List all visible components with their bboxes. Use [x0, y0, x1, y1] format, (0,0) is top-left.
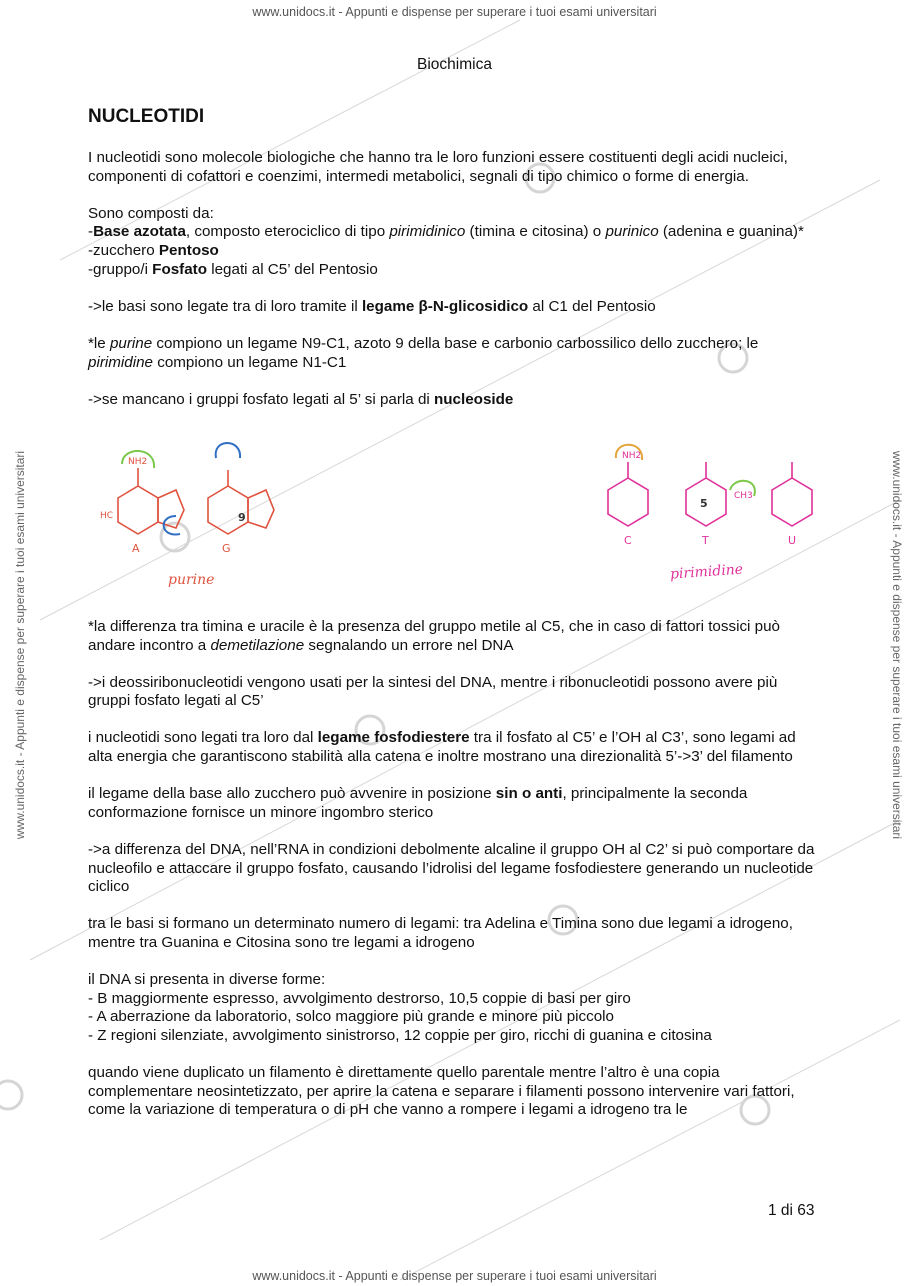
- cytosine-label: C: [624, 533, 632, 547]
- dna-form-a: - A aberrazione da laboratorio, solco maggiore più grande e minore più piccolo: [88, 1008, 614, 1026]
- purine-note-b: compiono un legame N9-C1, azoto 9 della base e carbonio carbossilico dello zucchero; le: [152, 334, 759, 352]
- thymine-pre: *la differenza tra timina e uracile è la presenza del gruppo metile al C5, che in caso di fattori tossici può andare incontro a: [88, 617, 780, 654]
- glycosidic-post: al C1 del Pentosio: [528, 297, 656, 315]
- phosphodiester-pre: i nucleotidi sono legati tra loro dal: [88, 729, 318, 747]
- deoxy-paragraph: ->i deossiribonucleotidi vengono usati per la sintesi del DNA, mentre i ribonucleotidi possono avere più gruppi fosfato legati al C5’: [88, 673, 778, 710]
- base-term-pyrimidine: pirimidinico: [389, 223, 466, 241]
- base-text-3: (adenina e guanina)*: [658, 223, 804, 241]
- cytosine-amine: NH2: [622, 450, 642, 461]
- composition-lead: Sono composti da:: [88, 204, 214, 222]
- watermark-bottom: www.unidocs.it - Appunti e dispense per superare i tuoi esami universitari: [252, 1269, 657, 1283]
- sugar-prefix: -zucchero: [88, 241, 159, 259]
- adenine-label: A: [132, 541, 140, 555]
- purine-structures: [118, 468, 274, 534]
- syn-anti-term: sin o anti: [495, 785, 563, 803]
- glycosidic-pre: ->le basi sono legate tra di loro tramite il: [88, 297, 362, 315]
- phosphodiester-post: tra il fosfato al C5’ e l’OH al C3’, sono legami ad alta energia che garantiscono stabilità alla catena e inoltre mostrano una direzionalità 5’->3’ del filamento: [88, 729, 796, 766]
- watermark-top: www.unidocs.it - Appunti e dispense per superare i tuoi esami universitari: [252, 5, 657, 19]
- page-number: 1 di 63: [768, 1202, 815, 1219]
- purine-caption: purine: [168, 571, 215, 588]
- nucleoside-term: nucleoside: [434, 390, 514, 408]
- watermark-left: www.unidocs.it - Appunti e dispense per superare i tuoi esami universitari: [13, 450, 27, 840]
- sugar-term: Pentoso: [158, 241, 219, 259]
- svg-text:9: 9: [238, 510, 246, 524]
- purine-note-paragraph: [88, 335, 823, 372]
- carbon-5-marker: 5: [700, 496, 708, 510]
- syn-anti-pre: il legame della base allo zucchero può avvenire in posizione: [88, 785, 496, 803]
- syn-anti-paragraph: [88, 785, 823, 822]
- dna-form-b: - B maggiormente espresso, avvolgimento destrorso, 10,5 coppie di basi per giro: [88, 989, 631, 1007]
- base-prefix: -: [88, 223, 94, 241]
- uracil-label: U: [788, 533, 797, 547]
- thymine-methyl: CH3: [734, 490, 753, 501]
- phosphate-prefix: -gruppo/i: [88, 260, 153, 278]
- purine-note-c: compiono un legame N1-C1: [153, 353, 347, 371]
- course-header: Biochimica: [417, 56, 492, 73]
- oxygen-highlight: [216, 443, 240, 458]
- hbonds-paragraph: tra le basi si formano un determinato numero di legami: tra Adelina e Timina sono due legami a idrogeno, mentre tra Guanina e Citosina sono tre legami a idrogeno: [88, 915, 793, 951]
- intro-paragraph: I nucleotidi sono molecole biologiche che hanno tra le loro funzioni essere costituenti degli acidi nucleici, componenti di cofattori e coenzimi, intermedi metabolici, segnali di tipo chimico o forme di energia.: [88, 149, 788, 185]
- base-text-1: , composto eterociclico di tipo: [185, 223, 390, 241]
- composition-paragraph: [88, 205, 823, 279]
- base-term-purine: purinico: [605, 223, 659, 241]
- pyrimidine-structures: [608, 462, 812, 526]
- svg-text:NH2: NH2: [128, 456, 148, 467]
- svg-text:HC: HC: [100, 510, 114, 521]
- pyrimidine-caption: pirimidine: [669, 561, 744, 583]
- guanine-label: G: [222, 541, 231, 555]
- pyrimidine-note-term: pirimidine: [88, 353, 153, 371]
- phosphodiester-paragraph: [88, 729, 823, 766]
- replication-paragraph: quando viene duplicato un filamento è direttamente quello parentale mentre l’altro è una copia complementare neosintetizzato, per aprire la catena e separare i filamenti possono intervenire vari fattori, come la variazione di temperatura o di pH che vanno a rompere i legami a idrogeno tra le: [88, 1064, 795, 1119]
- syn-anti-post: , principalmente la seconda conformazione fornisce un minore ingombro sterico: [88, 785, 748, 821]
- dna-forms-paragraph: [88, 971, 823, 1045]
- document-body: [88, 149, 823, 1120]
- glycosidic-paragraph: [88, 298, 823, 317]
- purine-note-term: purine: [109, 334, 153, 352]
- nucleobase-drawing: [88, 428, 823, 608]
- thymine-post: segnalando un errore nel DNA: [304, 636, 514, 654]
- dna-forms-lead: il DNA si presenta in diverse forme:: [88, 971, 326, 989]
- demethylation-term: demetilazione: [210, 636, 305, 654]
- nucleobase-figure: [88, 428, 823, 608]
- base-text-2: (timina e citosina) o: [465, 223, 606, 241]
- watermark-right: www.unidocs.it - Appunti e dispense per superare i tuoi esami universitari: [890, 450, 904, 840]
- rna-paragraph: ->a differenza del DNA, nell’RNA in condizioni debolmente alcaline il gruppo OH al C2’ si può comportare da nucleofilo e attaccare il gruppo fosfato, causando l’idrolisi del legame fosfodiestere generando un nucleotide ciclico: [88, 841, 815, 896]
- base-term: Base azotata: [93, 223, 186, 241]
- page-title: NUCLEOTIDI: [88, 106, 205, 127]
- nucleoside-paragraph: [88, 391, 823, 410]
- thymine-paragraph: [88, 618, 823, 655]
- purine-note-a: *le: [88, 334, 110, 352]
- phosphate-term: Fosfato: [152, 260, 208, 278]
- glycosidic-term: legame β-N-glicosidico: [361, 297, 529, 315]
- phosphate-text: legati al C5’ del Pentosio: [207, 260, 378, 278]
- phosphodiester-term: legame fosfodiestere: [317, 729, 470, 747]
- thymine-label: T: [702, 533, 709, 547]
- purine-atoms: [100, 457, 246, 524]
- dna-form-z: - Z regioni silenziate, avvolgimento sinistrorso, 12 coppie per giro, ricchi di guanina e citosina: [88, 1026, 712, 1044]
- nucleoside-pre: ->se mancano i gruppi fosfato legati al 5’ si parla di: [88, 390, 434, 408]
